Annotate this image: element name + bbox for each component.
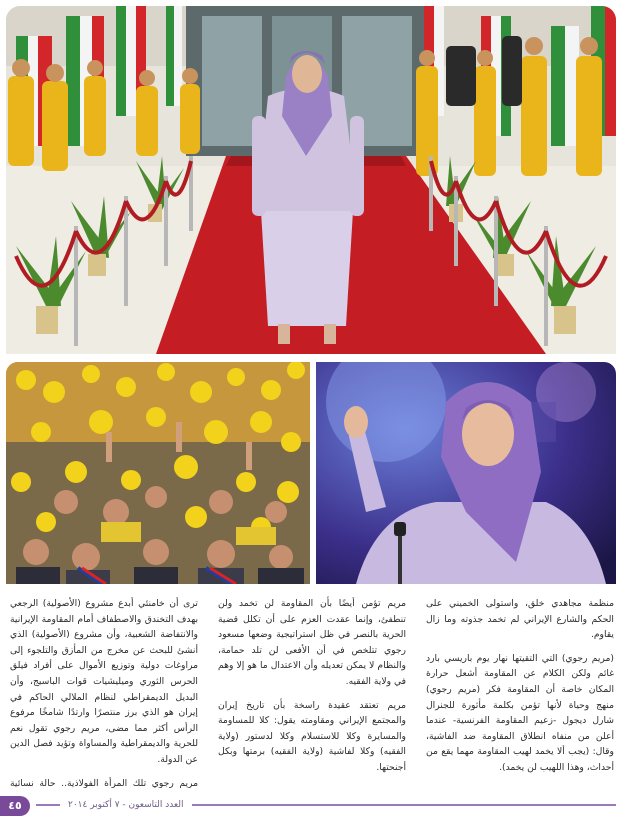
- article-column-right: [426, 596, 614, 788]
- column-middle-paragraph-2: مريم تعتقد عقيدة راسخة بأن تاريخ إيران والمجتمع الإيراني ومقاومته يقول: كلا للمساومة والمسايرة وكلا للاستسلام وكلا لدستور (ولاية الفقيه) وكلا لفاشية (ولاية الفقيه) برمتها وبكل أجنحتها.: [218, 699, 406, 773]
- issue-label: العدد التاسعون - ٧ أكتوبر ٢٠١٤: [60, 796, 192, 814]
- photo-red-carpet-walk: [6, 6, 616, 354]
- photo-woman-waving: [316, 362, 616, 584]
- column-left-paragraph-1: ترى أن خامنئي أبدع مشروع (الأصولية) الرجعي بهدف التخندق والاصطفاف أمام المقاومة الإيرانية والانتفاضة الشعبية، وأن مشروع (الأصولية) الذي أنشئ للبحث عن مخرج من المأزق والتلجوء إلى مراوغات دولية وتوزيع الأموال على أفراد فيلق الحرس الثوري وميليشيات قوات الباسيج، وأن البديل الديمقراطي لنظام الملالي الحاكم في إيران هو الذي برز منتصرًا وارتدًا شامخًا مرفوع الرأس أكثر مما مضى، مريم رجوي تقول نعم للحرية والديمقراطية والمساواة وتؤيد فصل الدين عن الدولة.: [10, 598, 198, 765]
- column-middle-paragraph-1: مريم تؤمن أيضًا بأن المقاومة لن تخمد ولن تنطفئ، وإنما عقدت العزم على أن تكلل قضية الحرية بالنصر في ظل استراتيجية وضعها مسعود رجوي تتلخص في أن الأفعى لن تلد حمامة، والنظام لا يمكن تعديله وأن الاعتدال ما هو إلا وهم في ولاية الفقيه.: [218, 598, 406, 687]
- page-number: ٤٥: [0, 796, 30, 816]
- article-column-left: [10, 596, 198, 788]
- column-left-paragraph-2: مريم رجوي تلك المرأة الفولاذية.. حالة نسائية: [10, 777, 198, 788]
- column-right-paragraph-2: (مريم رجوي) التي التقيتها نهار يوم باريسي بارد غائم ولكن الكلام عن المقاومة أشعل حرارة المكان خاصة أن المقاومة فكر (مريم رجوي) منهج وحياة لأنها تؤمن بكلمة مأثورة للجنرال شارل ديجول -زعيم المقاومة الفرنسية- عندما أعلن من منفاه انطلاق المقاومة ضد الفاشية، وقال: (يجب ألا يخمد لهيب المقاومة مهما يقع من أحداث، وهذا اللهيب لن يخمد).: [426, 652, 614, 773]
- article-column-middle: [218, 596, 406, 788]
- photo-crowd-illustration: [6, 362, 310, 584]
- column-right-paragraph-1: منظمة مجاهدي خلق، واستولى الخميني على الحكم والشارع الإيراني لم تخمد جذوته وما زال يقاوم.: [426, 598, 614, 641]
- photo-woman-waving-illustration: [316, 362, 616, 584]
- photo-crowd-yellow-balloons: [6, 362, 310, 584]
- page-footer: [0, 796, 624, 820]
- photo-red-carpet-illustration: [6, 6, 616, 354]
